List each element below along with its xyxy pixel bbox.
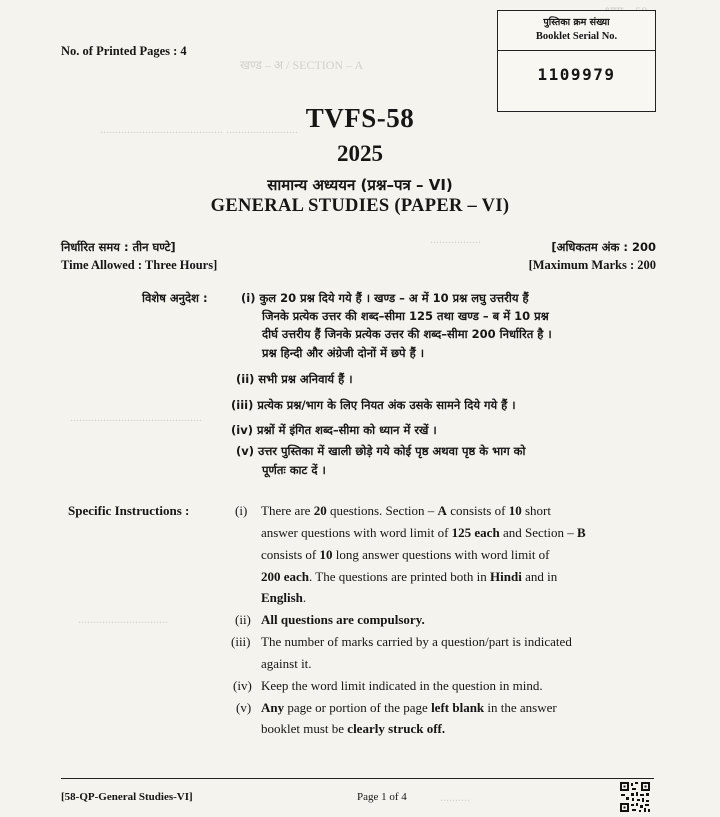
instruction-line: Keep the word limit indicated in the question in mind.	[261, 678, 543, 693]
hindi-instruction-line: दीर्घ उत्तरीय हैं जिनके प्रत्येक उत्तर की शब्द–सीमा 200 निर्धारित है ।	[262, 327, 552, 341]
instruction-marker: (iii)	[231, 634, 251, 649]
hindi-instruction-line: (i) कुल 20 प्रश्न दिये गये हैं । खण्ड – अ में 10 प्रश्न लघु उत्तरीय हैं	[241, 291, 529, 305]
instruction-line: answer questions with word limit of 125 each and Section – B	[261, 525, 586, 540]
bleed-through-text: .................	[430, 232, 481, 246]
instruction-line: against it.	[261, 656, 312, 671]
bleed-through-text: ..........	[440, 790, 470, 804]
instruction-marker: (i)	[235, 503, 248, 518]
page-number: Page 1 of 4	[357, 791, 407, 803]
instruction-line: The number of marks carried by a question/part is indicated	[261, 634, 572, 649]
instruction-line: English.	[261, 590, 307, 605]
serial-number: 1109979	[537, 65, 616, 84]
time-allowed-hindi: निर्धारित समय : तीन घण्टे]	[61, 240, 176, 254]
footer-rule	[61, 778, 654, 779]
hindi-instruction-line: (v) उत्तर पुस्तिका में खाली छोड़े गये कोई पृष्ठ अथवा पृष्ठ के भाग को	[236, 444, 526, 458]
hindi-instruction-line: पूर्णतः काट दें ।	[262, 463, 326, 477]
instruction-line: Any page or portion of the page left blank in the answer	[261, 700, 557, 715]
paper-title-english: GENERAL STUDIES (PAPER – VI)	[210, 196, 510, 216]
booklet-serial-box	[497, 10, 656, 112]
hindi-instructions-label: विशेष अनुदेश :	[142, 291, 208, 305]
instruction-marker: (v)	[236, 700, 252, 715]
paper-code: TVFS-58	[305, 103, 415, 133]
instruction-line: consists of 10 long answer questions with word limit of	[261, 547, 550, 562]
hindi-instruction-line: (ii) सभी प्रश्न अनिवार्य हैं ।	[236, 372, 353, 386]
max-marks-english: [Maximum Marks : 200	[528, 258, 656, 272]
bleed-through-text: ............................................	[70, 410, 202, 424]
max-marks-hindi: [अधिकतम अंक : 200	[551, 240, 656, 254]
printed-pages: No. of Printed Pages : 4	[61, 44, 187, 58]
specific-instructions-label: Specific Instructions :	[68, 503, 190, 518]
paper-title-hindi: सामान्य अध्ययन (प्रश्न–पत्र – VI)	[267, 176, 453, 194]
footer-paper-ref: [58-QP-General Studies-VI]	[61, 791, 193, 803]
instruction-line: booklet must be clearly struck off.	[261, 721, 446, 736]
bleed-through-text: खण्ड – अ / SECTION – A	[240, 58, 364, 72]
hindi-instruction-line: (iv) प्रश्नों में इंगित शब्द–सीमा को ध्यान में रखें ।	[231, 423, 437, 437]
time-allowed-english: Time Allowed : Three Hours]	[61, 258, 218, 272]
instruction-marker: (ii)	[235, 612, 251, 627]
instruction-line: 200 each. The questions are printed both in Hindi and in	[261, 569, 558, 584]
hindi-instruction-line: (iii) प्रत्येक प्रश्न/भाग के लिए नियत अंक उसके सामने दिये गये हैं ।	[231, 398, 516, 412]
serial-box-header	[498, 11, 655, 51]
serial-label-english: Booklet Serial No.	[535, 31, 618, 42]
paper-year: 2025	[337, 141, 383, 166]
instruction-line: There are 20 questions. Section – A consists of 10 short	[261, 503, 551, 518]
serial-label-hindi: पुस्तिका क्रम संख्या	[543, 17, 610, 28]
hindi-instruction-line: जिनके प्रत्येक उत्तर की शब्द–सीमा 125 तथा खण्ड – ब में 10 प्रश्न	[262, 309, 549, 323]
instruction-marker: (iv)	[233, 678, 252, 693]
hindi-instruction-line: प्रश्न हिन्दी और अंग्रेजी दोनों में छपे हैं ।	[262, 346, 425, 360]
instruction-line: All questions are compulsory.	[261, 612, 425, 627]
bleed-through-text: ..............................	[78, 612, 168, 626]
bleed-through-text: ......................................... ........................	[100, 122, 298, 136]
qr-code-icon	[619, 781, 651, 813]
